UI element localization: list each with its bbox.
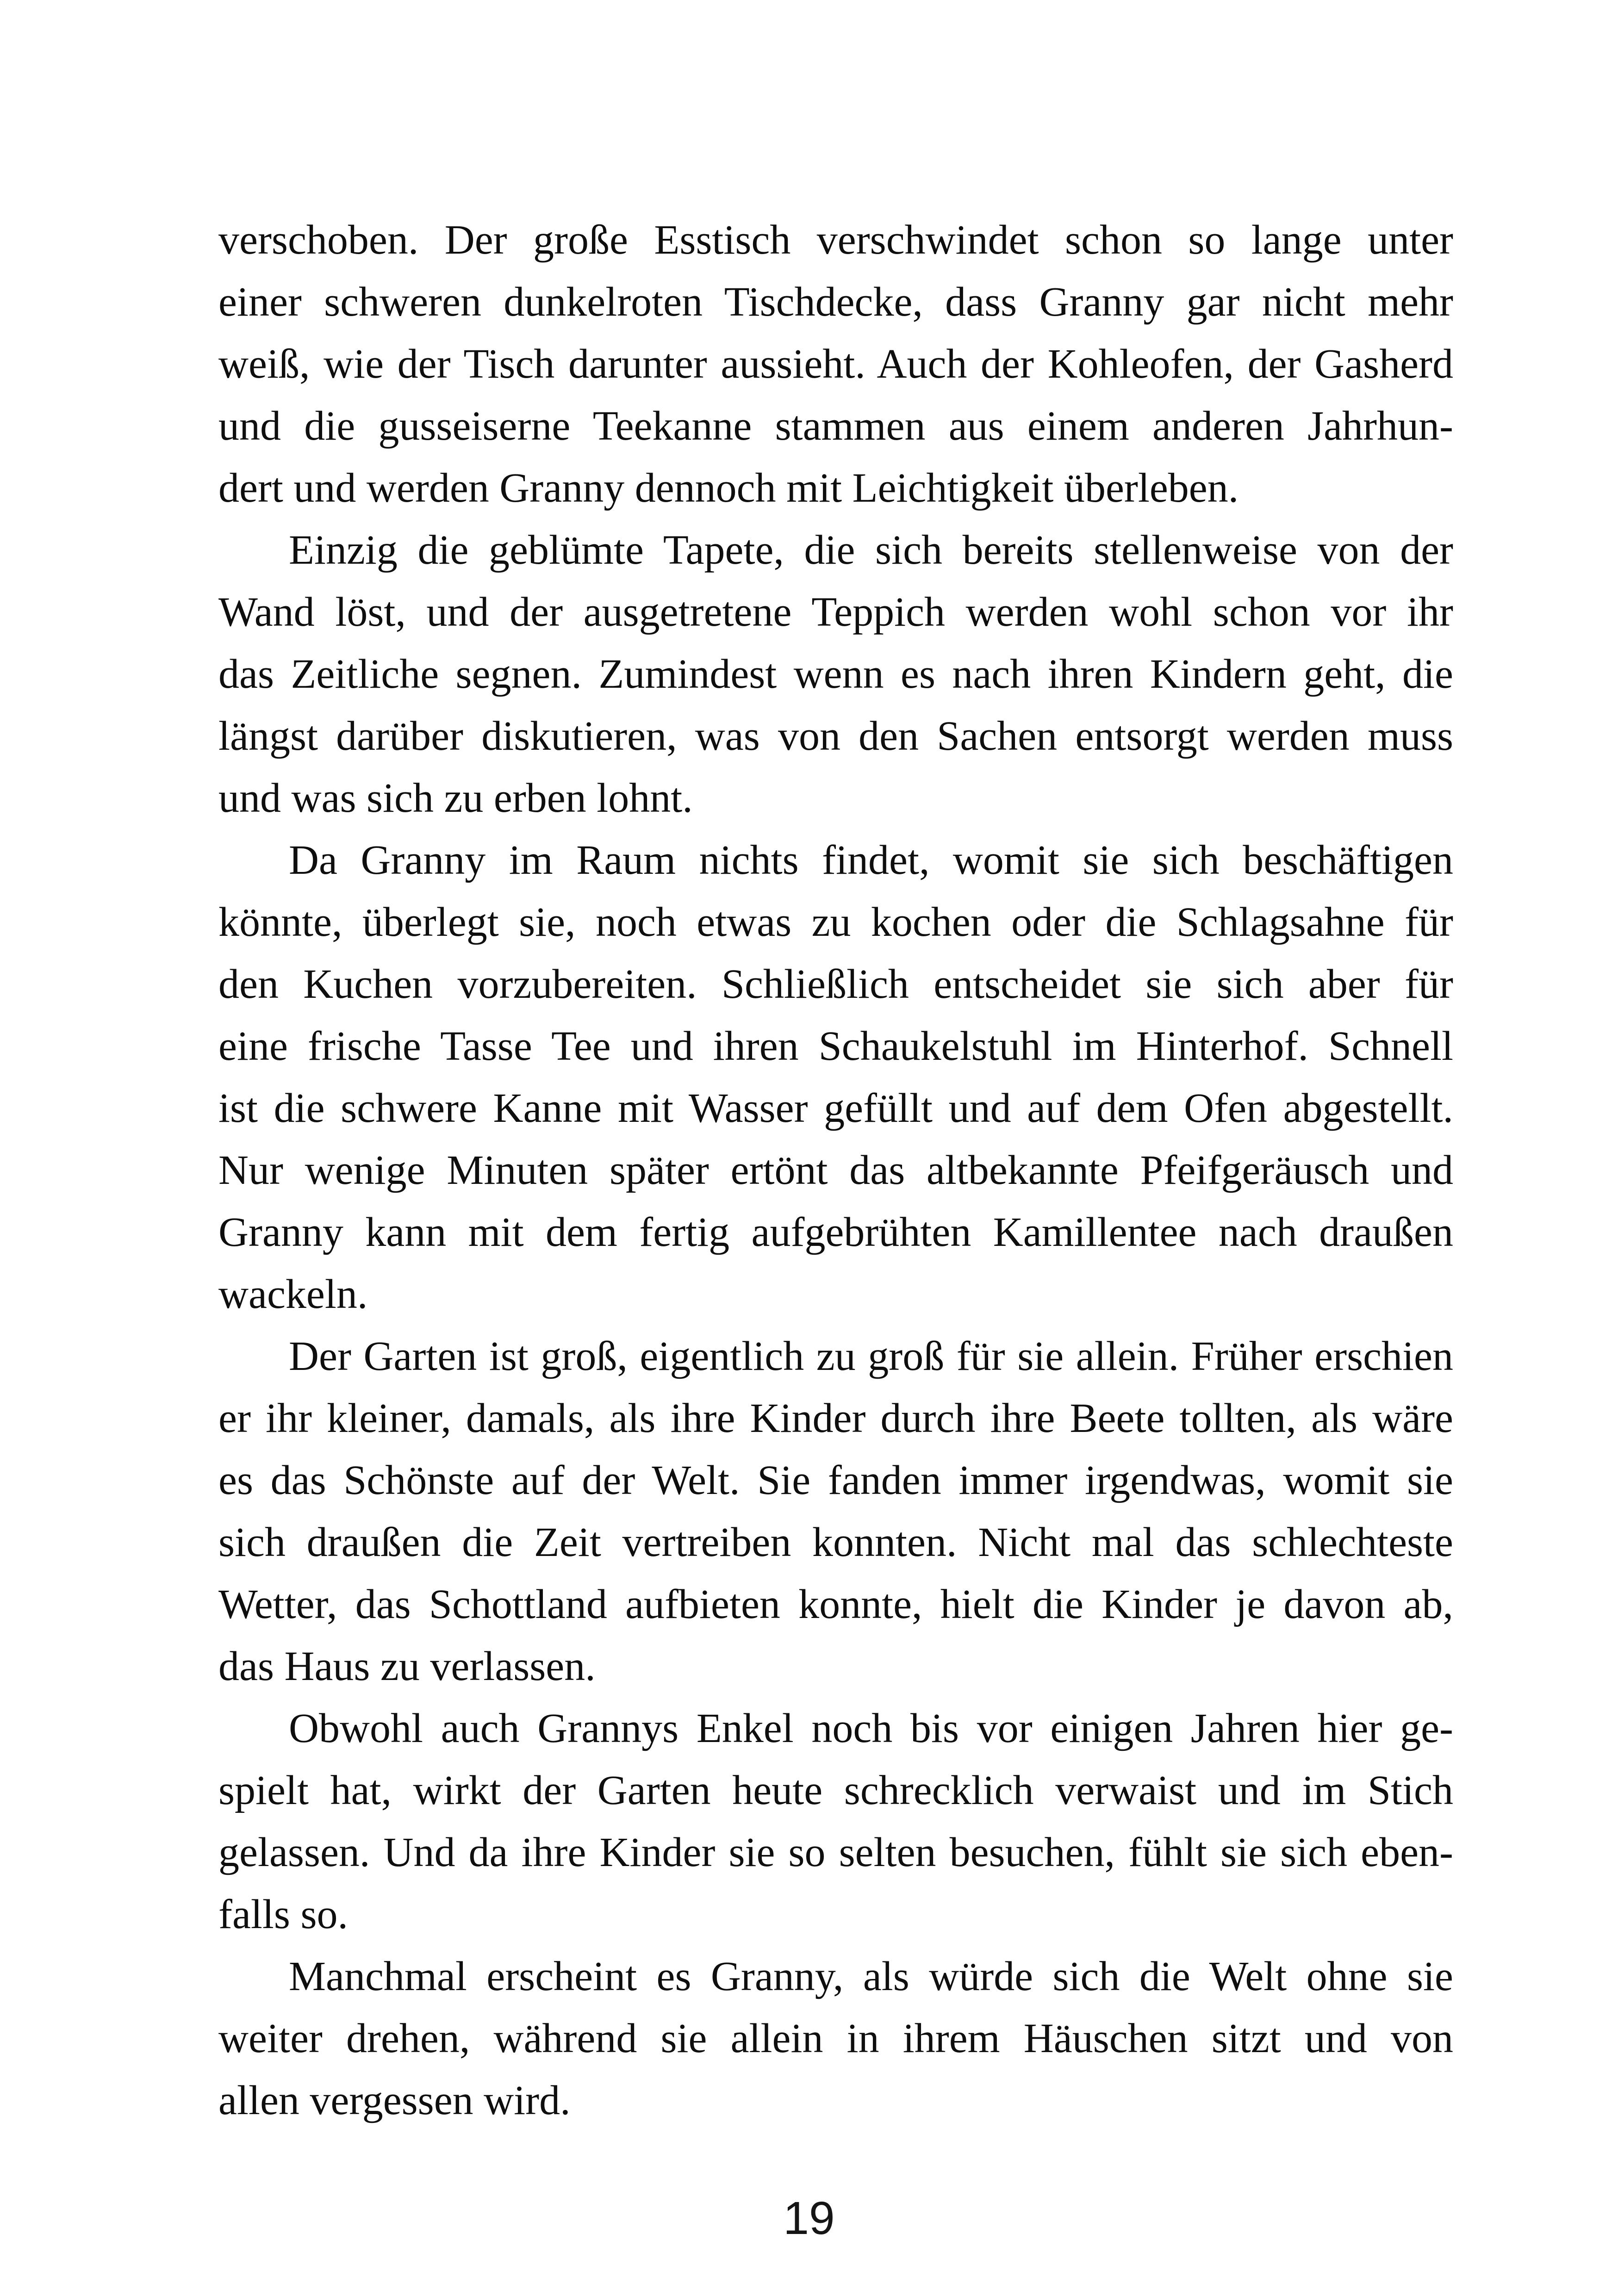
text-line: Wand löst, und der ausgetretene Teppich werden wohl schon vor ihr bbox=[218, 589, 1453, 635]
text-line: Einzig die geblümte Tapete, die sich bereits stellenweise von der bbox=[289, 527, 1453, 573]
text-line: und was sich zu erben lohnt. bbox=[218, 775, 693, 821]
text-line: längst darüber diskutieren, was von den Sachen entsorgt werden muss bbox=[218, 713, 1453, 759]
text-line: es das Schönste auf der Welt. Sie fanden immer irgendwas, womit sie bbox=[218, 1457, 1453, 1503]
text-line: dert und werden Granny dennoch mit Leichtigkeit überleben. bbox=[218, 465, 1239, 511]
text-line: den Kuchen vorzubereiten. Schließlich entscheidet sie sich aber für bbox=[218, 961, 1453, 1007]
text-line: ist die schwere Kanne mit Wasser gefüllt und auf dem Ofen abgestellt. bbox=[218, 1085, 1453, 1131]
text-column bbox=[218, 209, 1453, 2132]
text-line: Nur wenige Minuten später ertönt das altbekannte Pfeifgeräusch und bbox=[218, 1147, 1453, 1193]
text-line: eine frische Tasse Tee und ihren Schaukelstuhl im Hinterhof. Schnell bbox=[218, 1023, 1453, 1069]
text-line: Da Granny im Raum nichts findet, womit sie sich beschäftigen bbox=[289, 837, 1453, 883]
text-line: spielt hat, wirkt der Garten heute schrecklich verwaist und im Stich bbox=[218, 1767, 1453, 1813]
text-line: wackeln. bbox=[218, 1271, 368, 1317]
text-line: Granny kann mit dem fertig aufgebrühten Kamillentee nach draußen bbox=[218, 1209, 1453, 1255]
text-line: weiß, wie der Tisch darunter aussieht. Auch der Kohleofen, der Gasherd bbox=[218, 341, 1453, 387]
text-line: Manchmal erscheint es Granny, als würde sich die Welt ohne sie bbox=[289, 1954, 1453, 1999]
text-line: das Haus zu verlassen. bbox=[218, 1643, 596, 1689]
text-line: einer schweren dunkelroten Tischdecke, dass Granny gar nicht mehr bbox=[218, 279, 1453, 325]
text-line: könnte, überlegt sie, noch etwas zu kochen oder die Schlagsahne für bbox=[218, 899, 1453, 945]
text-line: allen vergessen wird. bbox=[218, 2078, 571, 2123]
text-line: und die gusseiserne Teekanne stammen aus einem anderen Jahrhun- bbox=[218, 403, 1453, 449]
text-line: Der Garten ist groß, eigentlich zu groß für sie allein. Früher erschien bbox=[289, 1333, 1453, 1379]
text-line: das Zeitliche segnen. Zumindest wenn es nach ihren Kindern geht, die bbox=[218, 651, 1453, 697]
page-number: 19 bbox=[783, 2192, 835, 2244]
text-line: sich draußen die Zeit vertreiben konnten. Nicht mal das schlechteste bbox=[218, 1519, 1453, 1565]
text-line: Obwohl auch Grannys Enkel noch bis vor einigen Jahren hier ge- bbox=[289, 1705, 1453, 1751]
text-line: weiter drehen, während sie allein in ihrem Häuschen sitzt und von bbox=[218, 2016, 1453, 2061]
text-line: er ihr kleiner, damals, als ihre Kinder durch ihre Beete tollten, als wäre bbox=[218, 1395, 1453, 1441]
text-line: Wetter, das Schottland aufbieten konnte, hielt die Kinder je davon ab, bbox=[218, 1581, 1453, 1627]
text-line: gelassen. Und da ihre Kinder sie so selten besuchen, fühlt sie sich eben- bbox=[218, 1829, 1453, 1875]
text-line: verschoben. Der große Esstisch verschwindet schon so lange unter bbox=[218, 217, 1453, 263]
text-line: falls so. bbox=[218, 1892, 348, 1937]
